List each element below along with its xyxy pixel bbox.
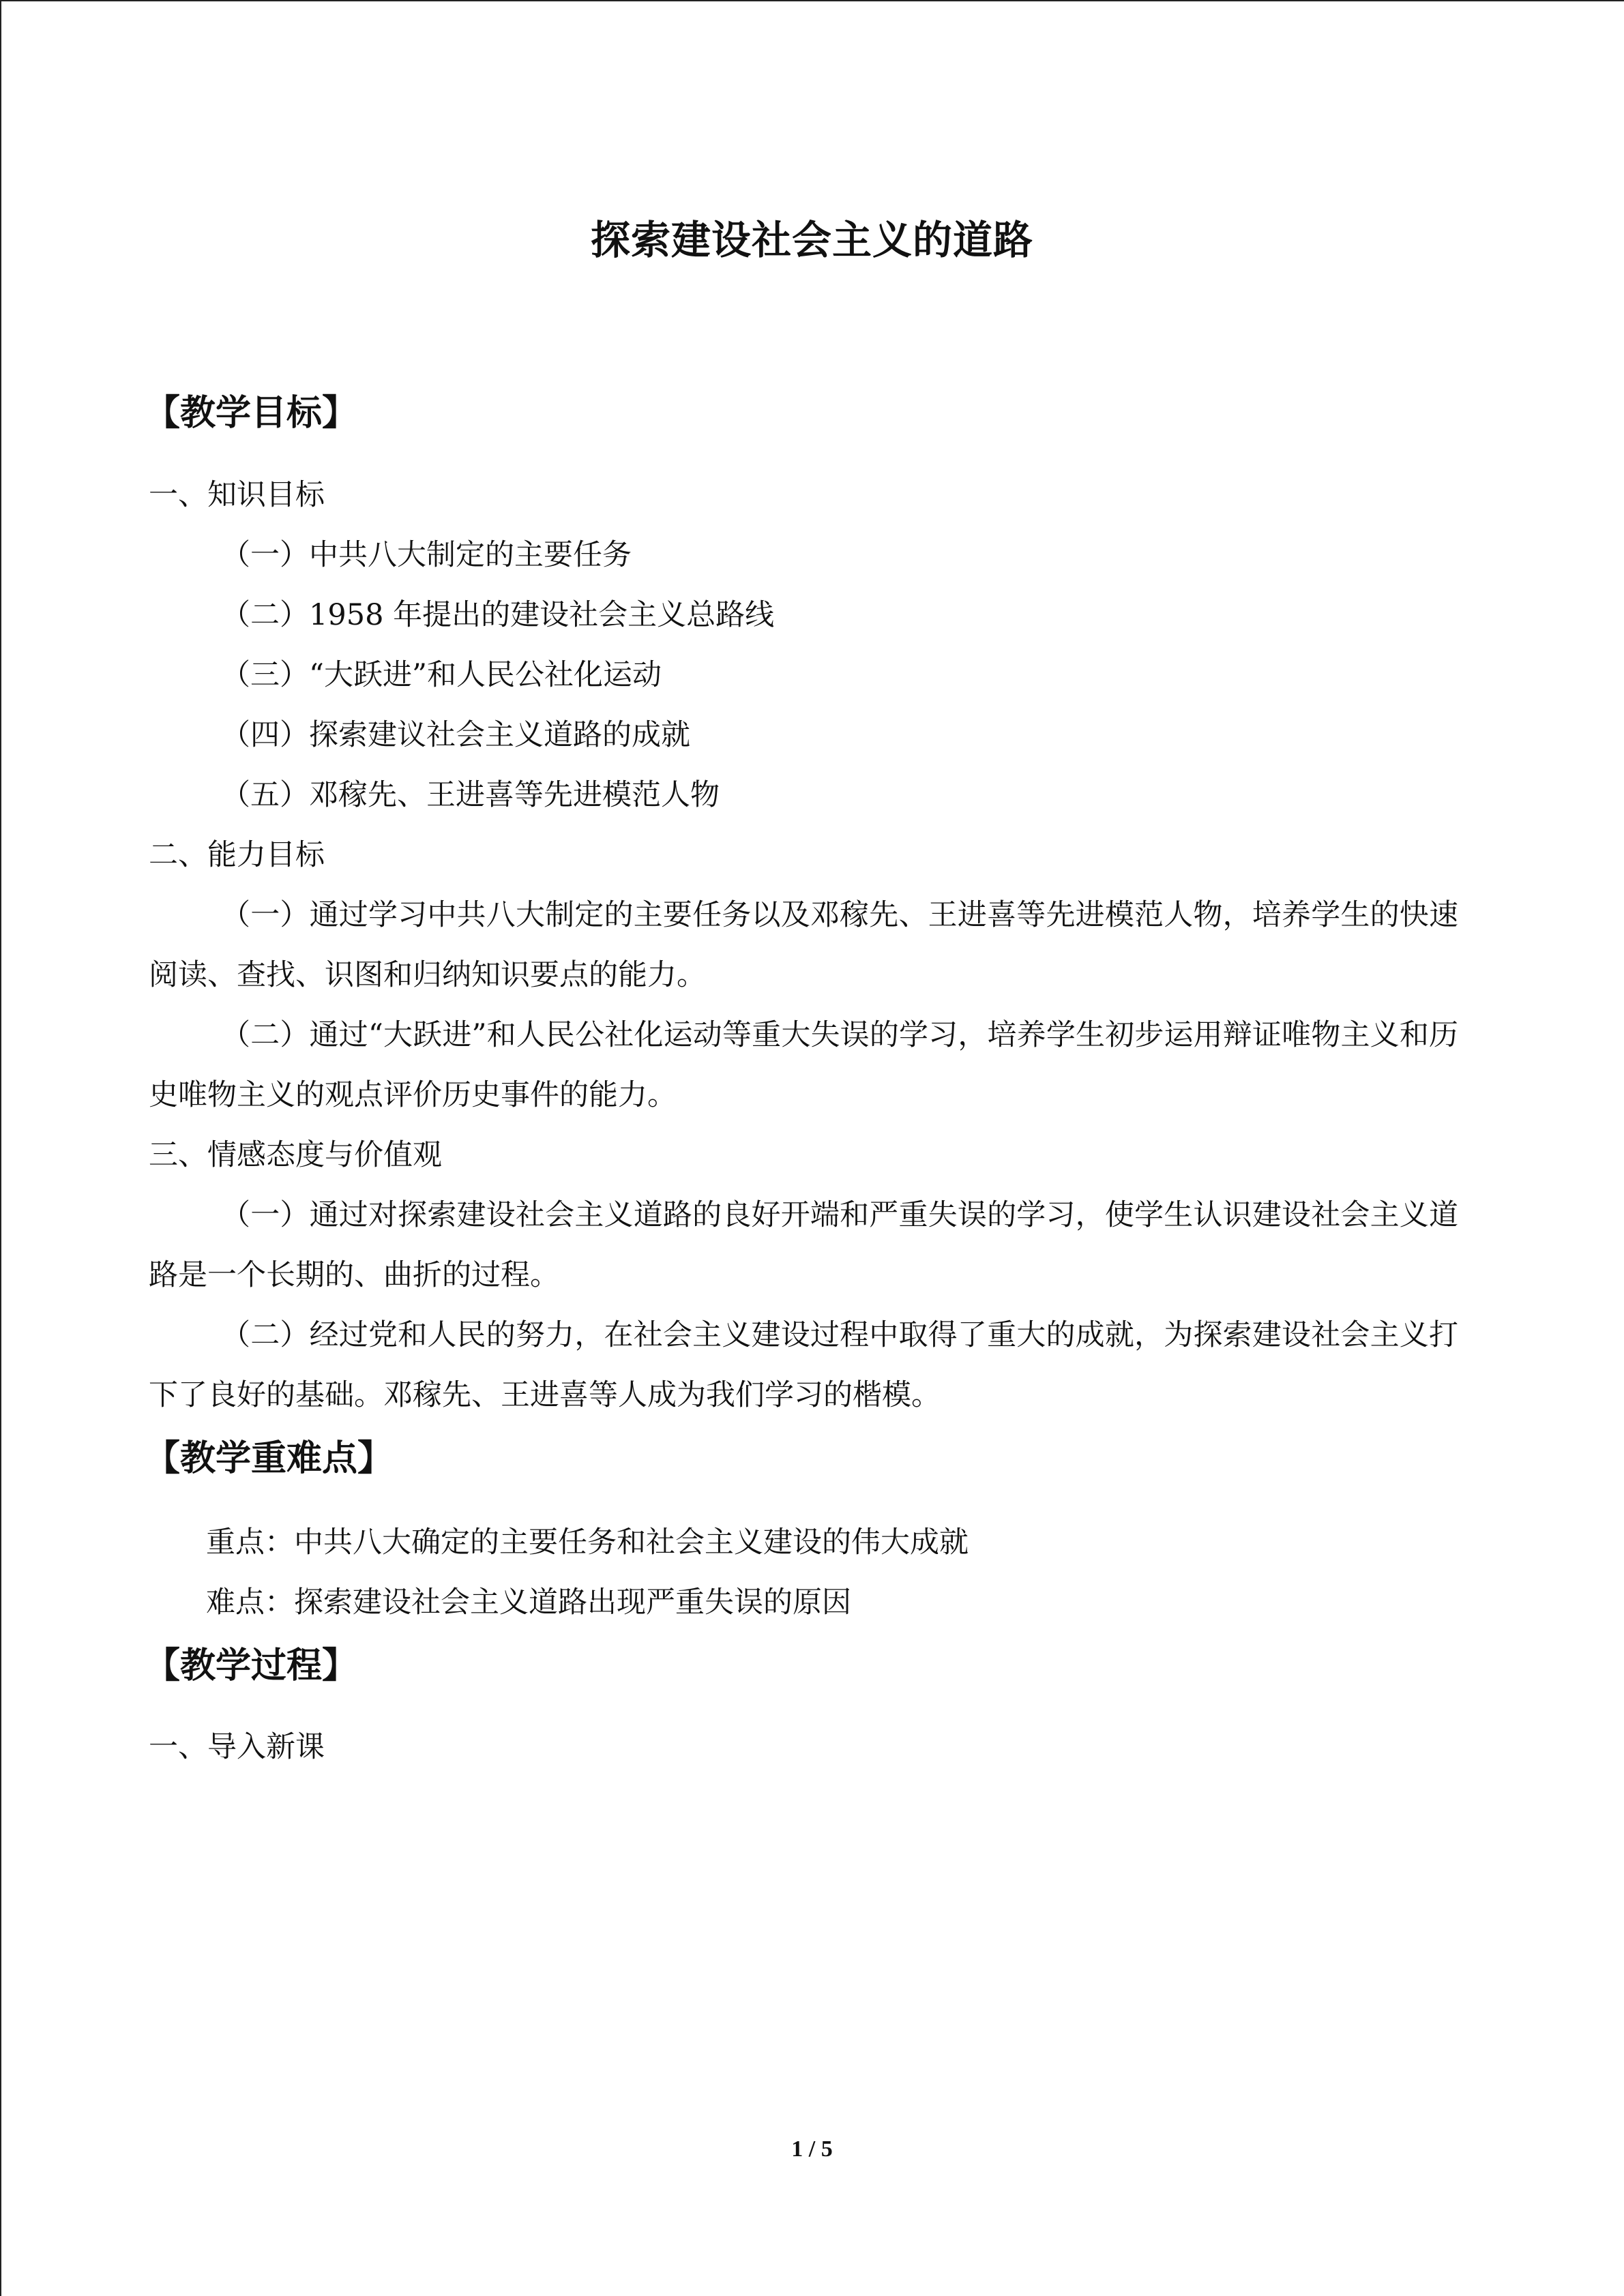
- section-heading-objectives: 【教学目标】: [145, 393, 358, 434]
- knowledge-item: （五）邓稼先、王进喜等先进模范人物: [221, 778, 720, 812]
- key-difficulty: 难点：探索建设社会主义道路出现严重失误的原因: [206, 1585, 851, 1620]
- key-focus: 重点：中共八大确定的主要任务和社会主义建设的伟大成就: [206, 1525, 969, 1560]
- page-number: 1 / 5: [791, 2136, 833, 2162]
- ability-paragraph: （一）通过学习中共八大制定的主要任务以及邓稼先、王进喜等先进模范人物，培养学生的快速阅读、查找、识图和归纳知识要点的能力。: [149, 898, 1458, 992]
- ability-heading: 二、能力目标: [149, 838, 325, 872]
- document-title: 探索建设社会主义的道路: [590, 217, 1033, 263]
- emotion-paragraph: （二）经过党和人民的努力，在社会主义建设过程中取得了重大的成就，为探索建设社会主义打下了良好的基础。邓稼先、王进喜等人成为我们学习的楷模。: [149, 1318, 1458, 1412]
- knowledge-item: （一）中共八大制定的主要任务: [221, 538, 632, 572]
- emotion-heading: 三、情感态度与价值观: [149, 1138, 442, 1172]
- emotion-paragraph: （一）通过对探索建设社会主义道路的良好开端和严重失误的学习，使学生认识建设社会主义道路是一个长期的、曲折的过程。: [149, 1198, 1458, 1292]
- knowledge-item: （四）探索建议社会主义道路的成就: [221, 718, 690, 752]
- knowledge-item: （二）1958 年提出的建设社会主义总路线: [221, 598, 775, 632]
- section-heading-key-points: 【教学重难点】: [145, 1438, 394, 1479]
- process-step: 一、导入新课: [149, 1730, 325, 1764]
- knowledge-item: （三）“大跃进”和人民公社化运动: [221, 658, 662, 692]
- section-heading-process: 【教学过程】: [145, 1645, 358, 1686]
- knowledge-heading: 一、知识目标: [149, 478, 325, 512]
- ability-paragraph: （二）通过“大跃进”和人民公社化运动等重大失误的学习，培养学生初步运用辩证唯物主义和历史唯物主义的观点评价历史事件的能力。: [149, 1018, 1458, 1112]
